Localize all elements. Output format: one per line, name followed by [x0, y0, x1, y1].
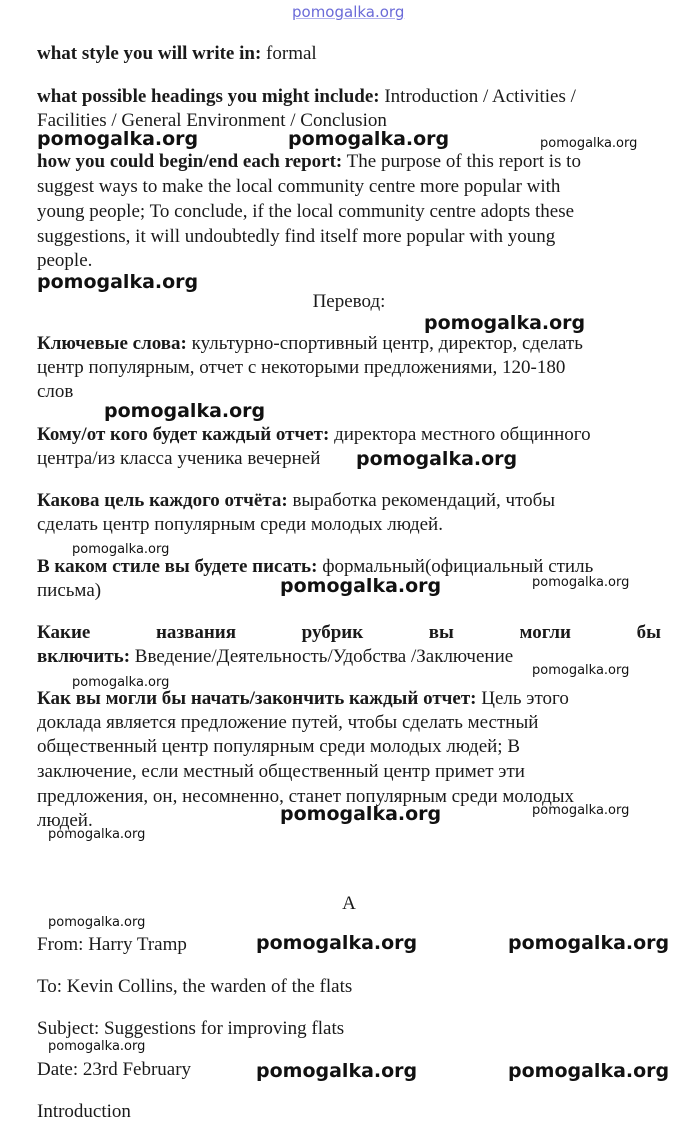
- begin-line-1: [37, 150, 661, 175]
- ru-begin-line-1: [37, 687, 661, 712]
- begin-line-4: suggestions, it will undoubtedly find itself more popular with young: [37, 226, 556, 247]
- watermark: pomogalka.org: [37, 271, 199, 293]
- whom-line-1: [37, 423, 661, 448]
- headings-line-2: Facilities / General Environment / Conclusion: [37, 110, 387, 131]
- keywords-label: Ключевые слова:: [37, 333, 187, 354]
- ru-begin-line-5: предложения, он, несомненно, станет популярным среди молодых: [37, 786, 575, 807]
- style-line: [37, 42, 661, 67]
- watermark: pomogalka.org: [356, 448, 518, 470]
- watermark: pomogalka.org: [532, 663, 630, 678]
- ru-style-line-2: письма): [37, 580, 102, 601]
- watermark: pomogalka.org: [72, 675, 170, 690]
- ru-begin-line-6: людей.: [37, 810, 93, 831]
- watermark: pomogalka.org: [256, 1060, 418, 1082]
- rubrics-line-1: [37, 621, 661, 646]
- ru-begin-line-3: общественный центр популярным среди молодых людей; В: [37, 736, 521, 757]
- keywords-rest: культурно-спортивный центр, директор, сделать: [186, 333, 583, 354]
- watermark: pomogalka.org: [72, 542, 170, 557]
- watermark-top: pomogalka.org: [292, 3, 405, 21]
- keywords-line-3: слов: [37, 381, 74, 402]
- watermark: pomogalka.org: [280, 575, 442, 597]
- ru-style-rest: формальный(официальный стиль: [317, 556, 594, 577]
- style-label: what style you will write in:: [37, 43, 262, 64]
- style-value: formal: [261, 43, 317, 64]
- report-heading: A: [342, 893, 356, 914]
- rubrics-word: вы: [428, 622, 454, 643]
- report-introduction: Introduction: [37, 1101, 131, 1122]
- purpose-line-1: [37, 489, 661, 514]
- keywords-line-2: центр популярным, отчет с некоторыми предложениями, 120-180: [37, 357, 566, 378]
- watermark: pomogalka.org: [48, 827, 146, 842]
- ru-begin-rest: Цель этого: [476, 688, 569, 709]
- rubrics-word: Какие: [37, 622, 91, 643]
- report-from: From: Harry Tramp: [37, 934, 187, 955]
- watermark: pomogalka.org: [256, 932, 418, 954]
- ru-style-label: В каком стиле вы будете писать:: [37, 556, 318, 577]
- purpose-line-2: сделать центр популярным среди молодых людей.: [37, 514, 443, 535]
- begin-line-3: young people; To conclude, if the local community centre adopts these: [37, 201, 575, 222]
- headings-label: what possible headings you might include:: [37, 86, 380, 107]
- rubrics-word: бы: [636, 622, 661, 643]
- begin-rest: The purpose of this report is to: [342, 151, 581, 172]
- ru-begin-line-2: доклада является предложение путей, чтобы сделать местный: [37, 712, 539, 733]
- rubrics-word: рубрик: [301, 622, 364, 643]
- ru-begin-label: Как вы могли бы начать/закончить каждый отчет:: [37, 688, 477, 709]
- begin-label: how you could begin/end each report:: [37, 151, 343, 172]
- watermark: pomogalka.org: [280, 803, 442, 825]
- watermark: pomogalka.org: [48, 915, 146, 930]
- report-subject: Subject: Suggestions for improving flats: [37, 1018, 345, 1039]
- purpose-label: Какова цель каждого отчёта:: [37, 490, 288, 511]
- watermark: pomogalka.org: [540, 136, 638, 151]
- watermark: pomogalka.org: [37, 128, 199, 150]
- whom-line-2: центра/из класса ученика вечерней: [37, 448, 321, 469]
- whom-rest: директора местного общинного: [329, 424, 591, 445]
- watermark: pomogalka.org: [104, 400, 266, 422]
- watermark: pomogalka.org: [48, 1039, 146, 1054]
- headings-rest: Introduction / Activities /: [379, 86, 576, 107]
- translation-title: Перевод:: [312, 291, 386, 312]
- ru-begin-line-4: заключение, если местный общественный центр примет эти: [37, 761, 525, 782]
- headings-line-1: [37, 85, 661, 110]
- rubrics-rest: Введение/Деятельность/Удобства /Заключение: [130, 646, 514, 667]
- watermark: pomogalka.org: [508, 932, 670, 954]
- begin-line-5: people.: [37, 250, 93, 271]
- rubrics-word: могли: [519, 622, 571, 643]
- whom-label: Кому/от кого будет каждый отчет:: [37, 424, 330, 445]
- rubrics-word: названия: [155, 622, 237, 643]
- purpose-rest: выработка рекомендаций, чтобы: [287, 490, 556, 511]
- watermark: pomogalka.org: [288, 128, 450, 150]
- watermark: pomogalka.org: [424, 312, 586, 334]
- watermark: pomogalka.org: [508, 1060, 670, 1082]
- report-date: Date: 23rd February: [37, 1059, 192, 1080]
- watermark: pomogalka.org: [532, 803, 630, 818]
- rubrics-label: включить:: [37, 646, 131, 667]
- watermark: pomogalka.org: [532, 575, 630, 590]
- report-to: To: Kevin Collins, the warden of the flats: [37, 976, 353, 997]
- keywords-line-1: [37, 332, 661, 357]
- begin-line-2: suggest ways to make the local community centre more popular with: [37, 176, 561, 197]
